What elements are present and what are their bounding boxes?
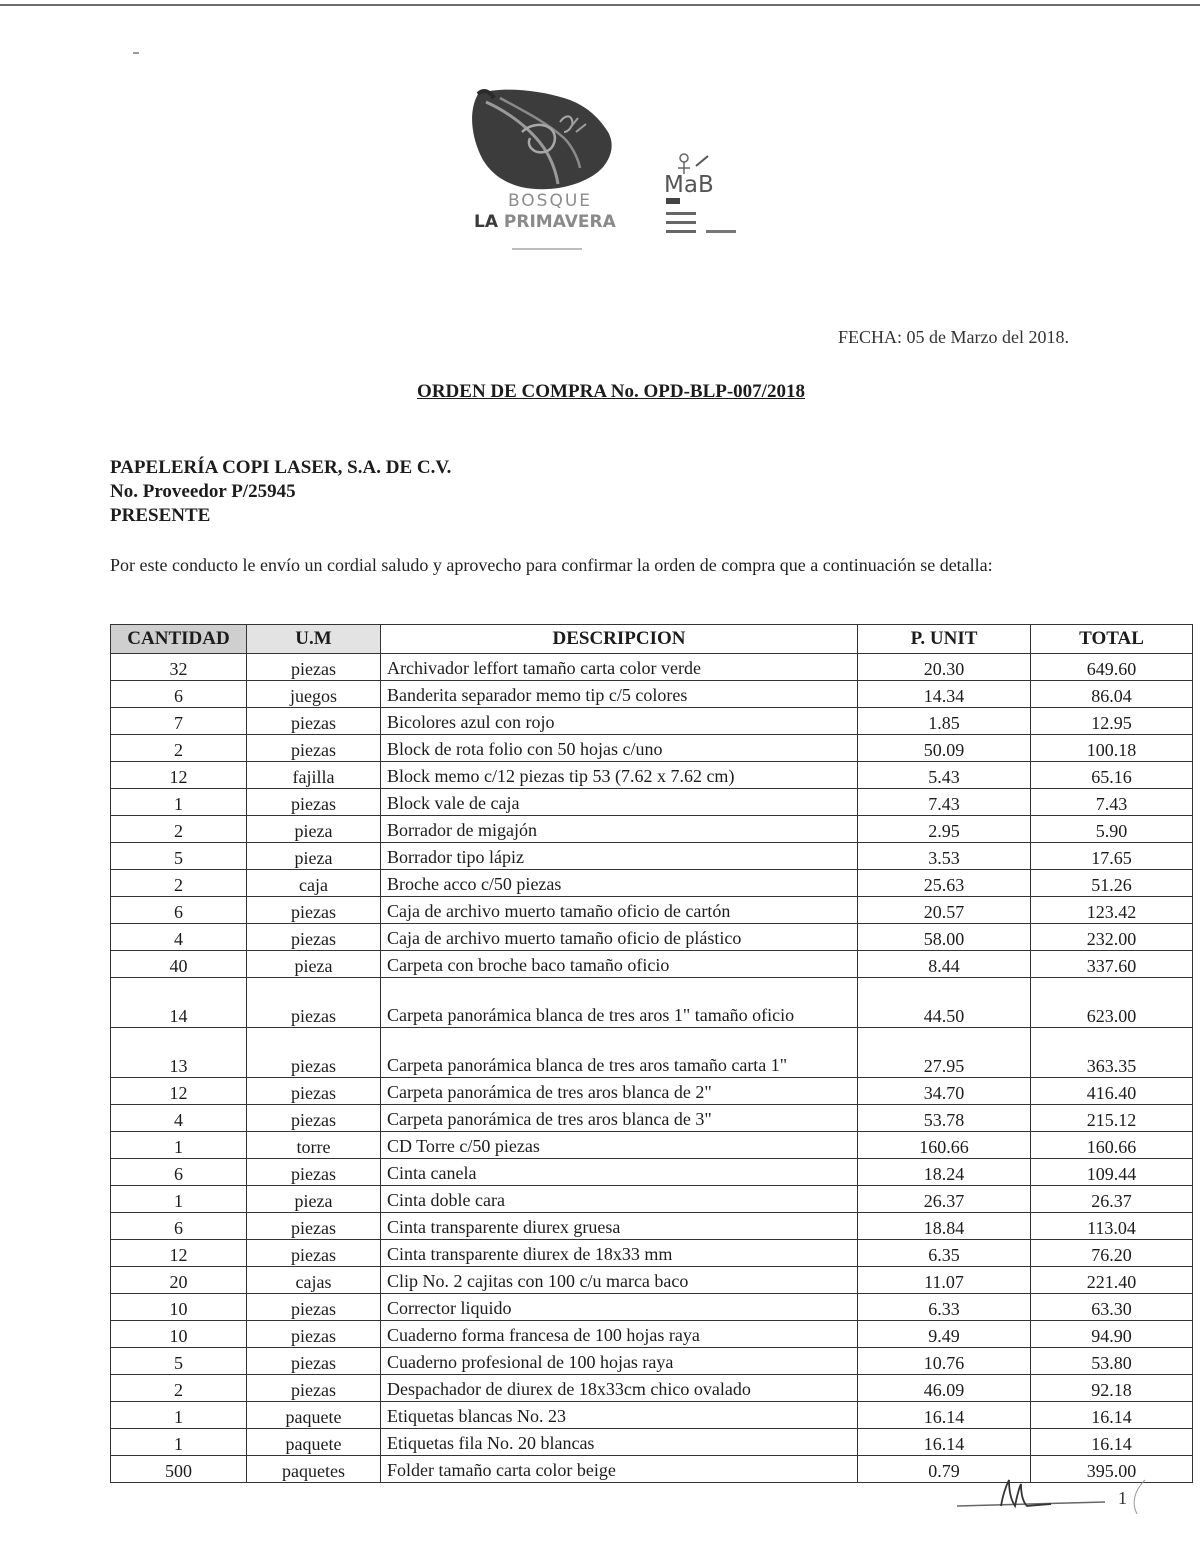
cell-um: juegos xyxy=(247,681,381,708)
cell-p-unit: 44.50 xyxy=(858,978,1031,1028)
cell-p-unit: 5.43 xyxy=(858,762,1031,789)
header-total: TOTAL xyxy=(1031,625,1193,654)
cell-cantidad: 7 xyxy=(111,708,247,735)
table-row xyxy=(111,1267,1193,1294)
cell-total: 395.00 xyxy=(1031,1456,1193,1483)
cell-total: 160.66 xyxy=(1031,1132,1193,1159)
cell-total: 623.00 xyxy=(1031,978,1193,1028)
cell-total: 92.18 xyxy=(1031,1375,1193,1402)
cell-descripcion: Broche acco c/50 piezas xyxy=(381,870,858,897)
mab-caption-text-lines xyxy=(666,198,746,246)
mab-wordmark: MaB xyxy=(664,172,714,198)
table-row xyxy=(111,1429,1193,1456)
cell-descripcion: Carpeta con broche baco tamaño oficio xyxy=(381,951,858,978)
order-title: ORDEN DE COMPRA No. OPD-BLP-007/2018 xyxy=(417,381,805,402)
supplier-block xyxy=(110,456,451,528)
cell-um: fajilla xyxy=(247,762,381,789)
header-um: U.M xyxy=(247,625,381,654)
presente-label: PRESENTE xyxy=(110,505,211,526)
cell-p-unit: 53.78 xyxy=(858,1105,1031,1132)
cell-cantidad: 20 xyxy=(111,1267,247,1294)
table-row xyxy=(111,897,1193,924)
cell-descripcion: Block de rota folio con 50 hojas c/uno xyxy=(381,735,858,762)
cell-cantidad: 13 xyxy=(111,1028,247,1078)
logo-text-bosque: BOSQUE xyxy=(507,191,593,211)
cell-descripcion: Carpeta panorámica blanca de tres aros tamaño carta 1" xyxy=(381,1028,858,1078)
cell-total: 5.90 xyxy=(1031,816,1193,843)
cell-total: 100.18 xyxy=(1031,735,1193,762)
cell-descripcion: Cuaderno profesional de 100 hojas raya xyxy=(381,1348,858,1375)
cell-descripcion: Banderita separador memo tip c/5 colores xyxy=(381,681,858,708)
cell-p-unit: 20.57 xyxy=(858,897,1031,924)
cell-um: paquete xyxy=(247,1402,381,1429)
cell-p-unit: 11.07 xyxy=(858,1267,1031,1294)
cell-total: 649.60 xyxy=(1031,654,1193,681)
table-row xyxy=(111,1213,1193,1240)
cell-p-unit: 160.66 xyxy=(858,1132,1031,1159)
table-body xyxy=(111,654,1193,1483)
cell-total: 16.14 xyxy=(1031,1402,1193,1429)
cell-descripcion: Cuaderno forma francesa de 100 hojas raya xyxy=(381,1321,858,1348)
cell-p-unit: 46.09 xyxy=(858,1375,1031,1402)
table-row xyxy=(111,1078,1193,1105)
cell-um: piezas xyxy=(247,897,381,924)
cell-cantidad: 12 xyxy=(111,1078,247,1105)
table-row xyxy=(111,1240,1193,1267)
cell-p-unit: 27.95 xyxy=(858,1028,1031,1078)
cell-p-unit: 16.14 xyxy=(858,1402,1031,1429)
cell-descripcion: Borrador de migajón xyxy=(381,816,858,843)
cell-um: piezas xyxy=(247,789,381,816)
table-row xyxy=(111,1159,1193,1186)
table-header-row xyxy=(111,625,1193,654)
mab-logo xyxy=(660,150,760,250)
cell-p-unit: 7.43 xyxy=(858,789,1031,816)
table-row xyxy=(111,1375,1193,1402)
table-row xyxy=(111,1105,1193,1132)
cell-total: 76.20 xyxy=(1031,1240,1193,1267)
cell-total: 53.80 xyxy=(1031,1348,1193,1375)
cell-descripcion: Clip No. 2 cajitas con 100 c/u marca baco xyxy=(381,1267,858,1294)
cell-cantidad: 2 xyxy=(111,1375,247,1402)
cell-p-unit: 2.95 xyxy=(858,816,1031,843)
cell-um: piezas xyxy=(247,1375,381,1402)
cell-cantidad: 6 xyxy=(111,681,247,708)
cell-um: pieza xyxy=(247,951,381,978)
cell-cantidad: 1 xyxy=(111,1402,247,1429)
cell-p-unit: 10.76 xyxy=(858,1348,1031,1375)
cell-cantidad: 6 xyxy=(111,1213,247,1240)
cell-p-unit: 34.70 xyxy=(858,1078,1031,1105)
order-items-table xyxy=(110,624,1193,1483)
cell-total: 7.43 xyxy=(1031,789,1193,816)
cell-um: piezas xyxy=(247,1028,381,1078)
table-row xyxy=(111,654,1193,681)
bosque-la-primavera-logo xyxy=(460,88,630,263)
logo-subtitle-smudge xyxy=(512,248,582,250)
cell-total: 26.37 xyxy=(1031,1186,1193,1213)
supplier-number: No. Proveedor P/25945 xyxy=(110,481,296,502)
table-row xyxy=(111,681,1193,708)
cell-total: 416.40 xyxy=(1031,1078,1193,1105)
cell-descripcion: Block memo c/12 piezas tip 53 (7.62 x 7.62 cm) xyxy=(381,762,858,789)
header-descripcion: DESCRIPCION xyxy=(381,625,858,654)
cell-p-unit: 18.84 xyxy=(858,1213,1031,1240)
cell-p-unit: 9.49 xyxy=(858,1321,1031,1348)
cell-descripcion: Caja de archivo muerto tamaño oficio de cartón xyxy=(381,897,858,924)
intro-paragraph: Por este conducto le envío un cordial saludo y aprovecho para confirmar la orden de compra que a continuación se detalla: xyxy=(110,555,993,575)
cell-p-unit: 3.53 xyxy=(858,843,1031,870)
logo-text-la-primavera xyxy=(474,212,654,232)
cell-descripcion: Cinta transparente diurex de 18x33 mm xyxy=(381,1240,858,1267)
cell-cantidad: 32 xyxy=(111,654,247,681)
cell-total: 232.00 xyxy=(1031,924,1193,951)
top-border-line xyxy=(0,4,1200,6)
cell-descripcion: Archivador leffort tamaño carta color verde xyxy=(381,654,858,681)
cell-descripcion: Bicolores azul con rojo xyxy=(381,708,858,735)
cell-descripcion: Folder tamaño carta color beige xyxy=(381,1456,858,1483)
cell-um: piezas xyxy=(247,1213,381,1240)
cell-descripcion: Cinta doble cara xyxy=(381,1186,858,1213)
table-row xyxy=(111,1402,1193,1429)
cell-cantidad: 5 xyxy=(111,843,247,870)
cell-cantidad: 14 xyxy=(111,978,247,1028)
scan-speck xyxy=(133,52,139,54)
cell-descripcion: Carpeta panorámica blanca de tres aros 1" tamaño oficio xyxy=(381,978,858,1028)
cell-descripcion: Corrector liquido xyxy=(381,1294,858,1321)
cell-p-unit: 26.37 xyxy=(858,1186,1031,1213)
cell-total: 12.95 xyxy=(1031,708,1193,735)
header-cantidad: CANTIDAD xyxy=(111,625,247,654)
cell-total: 94.90 xyxy=(1031,1321,1193,1348)
cell-total: 221.40 xyxy=(1031,1267,1193,1294)
cell-cantidad: 2 xyxy=(111,816,247,843)
table-row xyxy=(111,1132,1193,1159)
cell-cantidad: 6 xyxy=(111,897,247,924)
table-row xyxy=(111,1321,1193,1348)
cell-p-unit: 6.33 xyxy=(858,1294,1031,1321)
cell-total: 17.65 xyxy=(1031,843,1193,870)
cell-total: 363.35 xyxy=(1031,1028,1193,1078)
cell-p-unit: 50.09 xyxy=(858,735,1031,762)
cell-um: piezas xyxy=(247,978,381,1028)
leaf-emblem-icon xyxy=(460,88,630,193)
cell-cantidad: 2 xyxy=(111,870,247,897)
cell-total: 16.14 xyxy=(1031,1429,1193,1456)
cell-total: 65.16 xyxy=(1031,762,1193,789)
cell-descripcion: Cinta transparente diurex gruesa xyxy=(381,1213,858,1240)
cell-p-unit: 16.14 xyxy=(858,1429,1031,1456)
cell-descripcion: Block vale de caja xyxy=(381,789,858,816)
cell-descripcion: CD Torre c/50 piezas xyxy=(381,1132,858,1159)
cell-cantidad: 5 xyxy=(111,1348,247,1375)
cell-cantidad: 6 xyxy=(111,1159,247,1186)
table-row xyxy=(111,924,1193,951)
cell-cantidad: 500 xyxy=(111,1456,247,1483)
cell-cantidad: 4 xyxy=(111,924,247,951)
cell-cantidad: 40 xyxy=(111,951,247,978)
table-row xyxy=(111,1186,1193,1213)
cell-descripcion: Carpeta panorámica de tres aros blanca de 2" xyxy=(381,1078,858,1105)
table-row xyxy=(111,789,1193,816)
cell-um: piezas xyxy=(247,735,381,762)
cell-um: piezas xyxy=(247,1321,381,1348)
cell-total: 109.44 xyxy=(1031,1159,1193,1186)
cell-p-unit: 20.30 xyxy=(858,654,1031,681)
cell-cantidad: 10 xyxy=(111,1321,247,1348)
cell-descripcion: Etiquetas fila No. 20 blancas xyxy=(381,1429,858,1456)
table-row xyxy=(111,1028,1193,1078)
cell-p-unit: 6.35 xyxy=(858,1240,1031,1267)
cell-cantidad: 12 xyxy=(111,1240,247,1267)
cell-um: piezas xyxy=(247,708,381,735)
cell-um: pieza xyxy=(247,843,381,870)
cell-cantidad: 4 xyxy=(111,1105,247,1132)
table-row xyxy=(111,762,1193,789)
cell-cantidad: 1 xyxy=(111,1132,247,1159)
cell-descripcion: Caja de archivo muerto tamaño oficio de plástico xyxy=(381,924,858,951)
cell-um: piezas xyxy=(247,1078,381,1105)
cell-um: cajas xyxy=(247,1267,381,1294)
cell-total: 113.04 xyxy=(1031,1213,1193,1240)
table-row xyxy=(111,1348,1193,1375)
table-row xyxy=(111,843,1193,870)
page-number: 1 xyxy=(1118,1488,1127,1508)
cell-um: pieza xyxy=(247,816,381,843)
cell-cantidad: 1 xyxy=(111,1186,247,1213)
cell-p-unit: 25.63 xyxy=(858,870,1031,897)
cell-total: 123.42 xyxy=(1031,897,1193,924)
cell-um: pieza xyxy=(247,1186,381,1213)
supplier-name: PAPELERÍA COPI LASER, S.A. DE C.V. xyxy=(110,457,452,478)
cell-p-unit: 8.44 xyxy=(858,951,1031,978)
cell-total: 51.26 xyxy=(1031,870,1193,897)
logo-text-primavera: PRIMAVERA xyxy=(503,212,616,232)
cell-p-unit: 18.24 xyxy=(858,1159,1031,1186)
cell-total: 337.60 xyxy=(1031,951,1193,978)
cell-cantidad: 12 xyxy=(111,762,247,789)
cell-p-unit: 58.00 xyxy=(858,924,1031,951)
header-p-unit: P. UNIT xyxy=(858,625,1031,654)
cell-descripcion: Carpeta panorámica de tres aros blanca de 3" xyxy=(381,1105,858,1132)
cell-p-unit: 0.79 xyxy=(858,1456,1031,1483)
cell-total: 86.04 xyxy=(1031,681,1193,708)
cell-total: 215.12 xyxy=(1031,1105,1193,1132)
logo-text-la: LA xyxy=(474,212,498,232)
table-row xyxy=(111,1294,1193,1321)
cell-um: paquetes xyxy=(247,1456,381,1483)
cell-um: piezas xyxy=(247,924,381,951)
table-row xyxy=(111,816,1193,843)
cell-descripcion: Cinta canela xyxy=(381,1159,858,1186)
cell-um: piezas xyxy=(247,1240,381,1267)
cell-um: torre xyxy=(247,1132,381,1159)
cell-cantidad: 1 xyxy=(111,789,247,816)
cell-um: paquete xyxy=(247,1429,381,1456)
table-row xyxy=(111,870,1193,897)
cell-descripcion: Borrador tipo lápiz xyxy=(381,843,858,870)
cell-cantidad: 10 xyxy=(111,1294,247,1321)
cell-um: piezas xyxy=(247,1159,381,1186)
cell-um: piezas xyxy=(247,1348,381,1375)
cell-um: piezas xyxy=(247,654,381,681)
cell-p-unit: 1.85 xyxy=(858,708,1031,735)
cell-descripcion: Despachador de diurex de 18x33cm chico ovalado xyxy=(381,1375,858,1402)
cell-um: piezas xyxy=(247,1105,381,1132)
cell-descripcion: Etiquetas blancas No. 23 xyxy=(381,1402,858,1429)
document-date: FECHA: 05 de Marzo del 2018. xyxy=(838,327,1069,347)
cell-um: piezas xyxy=(247,1294,381,1321)
cell-total: 63.30 xyxy=(1031,1294,1193,1321)
table-row xyxy=(111,735,1193,762)
cell-cantidad: 1 xyxy=(111,1429,247,1456)
table-row xyxy=(111,978,1193,1028)
cell-um: caja xyxy=(247,870,381,897)
table-row xyxy=(111,951,1193,978)
cell-p-unit: 14.34 xyxy=(858,681,1031,708)
cell-cantidad: 2 xyxy=(111,735,247,762)
table-row xyxy=(111,708,1193,735)
